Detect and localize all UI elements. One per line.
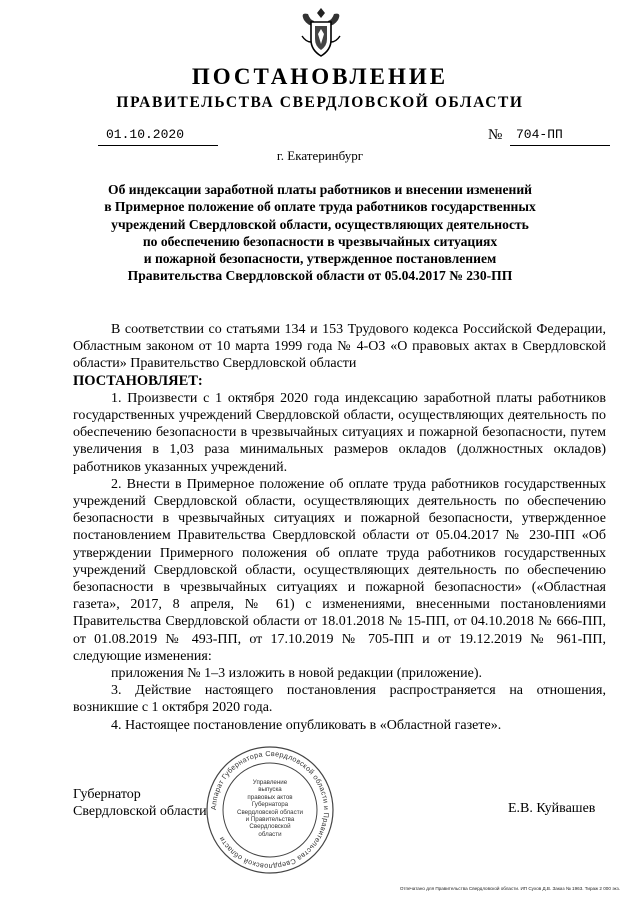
heading-line: и пожарной безопасности, утвержденное постановлением <box>143 251 497 267</box>
document-heading <box>80 181 560 285</box>
heading-line: по обеспечению безопасности в чрезвычайных ситуациях <box>142 233 498 249</box>
print-imprint: Отпечатано для Правительства Свердловской области. ИП Сухов Д.В. Заказ № 1963. Тираж 2 000 экз. <box>399 886 620 891</box>
stamp-inner-text <box>232 779 308 838</box>
stamp-inner-line: Свердловской <box>249 823 291 831</box>
stamp-outer-text: Аппарат Губернатора Свердловской области и Правительства Свердловской области <box>208 748 332 872</box>
heading-line: Об индексации заработной платы работников и внесении изменений <box>108 182 532 197</box>
heading-line: Правительства Свердловской области от 05.04.2017 № 230-ПП <box>127 268 513 284</box>
document-number: 704-ПП <box>516 127 563 142</box>
issuing-authority: ПРАВИТЕЛЬСТВА СВЕРДЛОВСКОЙ ОБЛАСТИ <box>116 94 524 111</box>
item-4-paragraph: 4. Настоящее постановление опубликовать в «Областной газете». <box>111 717 502 733</box>
stamp-inner-line: и Правительства <box>245 816 295 824</box>
decree-word: ПОСТАНОВЛЯЕТ: <box>73 372 203 389</box>
item-2-paragraph: 2. Внести в Примерное положение об оплате труда работников государственных учреждений Свердловской области, осуществляющих деятельность по обеспечению безопасности в чрезвычайных ситуациях и пожарной безопасности, утвержденное постановлением Правительства Свердловской области от 05.04.2017 № 230-ПП «Об утверждении Примерного положения об оплате труда работников государственных учреждений Свердловской области, осуществляющих деятельность по обеспечению безопасности в чрезвычайных ситуациях и пожарной безопасности» («Областная газета», 2017, 8 апреля, № 61) с изменениями, внесенными постановлениями Правительства Свердловской области от 18.01.2018 № 15-ПП, от 04.10.2018 № 666-ПП, от 01.08.2019 № 493-ПП, от 17.10.2019 № 705-ПП и от 19.12.2019 № 961-ПП, следующие изменения: <box>73 476 606 664</box>
issue-city: г. Екатеринбург <box>276 148 364 163</box>
stamp-inner-line: правовых актов <box>247 793 293 801</box>
document-body <box>73 321 606 734</box>
signatory-role-line: Свердловской области <box>73 804 207 819</box>
number-underline <box>510 145 610 146</box>
stamp-inner-line: Управление <box>252 779 288 786</box>
heading-line: в Примерное положение об оплате труда работников государственных <box>104 199 536 215</box>
signatory-name: Е.В. Куйвашев <box>508 801 596 816</box>
heading-line: учреждений Свердловской области, осуществляющих деятельность <box>111 216 529 232</box>
document-type-title: ПОСТАНОВЛЕНИЕ <box>191 64 449 89</box>
stamp-inner-line: выпуска <box>258 786 282 794</box>
item-1-paragraph: 1. Произвести с 1 октября 2020 года индексацию заработной платы работников государственных учреждений Свердловской области, осуществляющих деятельность по обеспечению безопасности в чрезвычайных ситуациях и пожарной безопасности, путем увеличения в 1,03 раза минимальных размеров окладов (должностных окладов) работников указанных учреждений. <box>73 390 606 475</box>
stamp-inner-line: Губернатора <box>251 801 289 809</box>
stamp-inner-line: Свердловской области <box>236 808 303 816</box>
item-2-sub-paragraph: приложения № 1–3 изложить в новой редакции (приложение). <box>111 666 483 682</box>
item-3-paragraph: 3. Действие настоящего постановления распространяется на отношения, возникшие с 1 октября 2020 года. <box>73 683 606 716</box>
stamp-inner-line: области <box>258 830 282 838</box>
preamble-paragraph: В соответствии со статьями 134 и 153 Трудового кодекса Российской Федерации, Областным законом от 10 марта 1999 года № 4-ОЗ «О правовых актах в Свердловской области» Правительство Свердловской области <box>73 322 606 372</box>
signatory-role-line: Губернатор <box>73 787 141 802</box>
coat-of-arms-icon <box>296 6 346 60</box>
date-underline <box>98 145 218 146</box>
document-date: 01.10.2020 <box>106 127 185 142</box>
number-sign: № <box>488 127 503 143</box>
signatory-role <box>73 786 207 820</box>
